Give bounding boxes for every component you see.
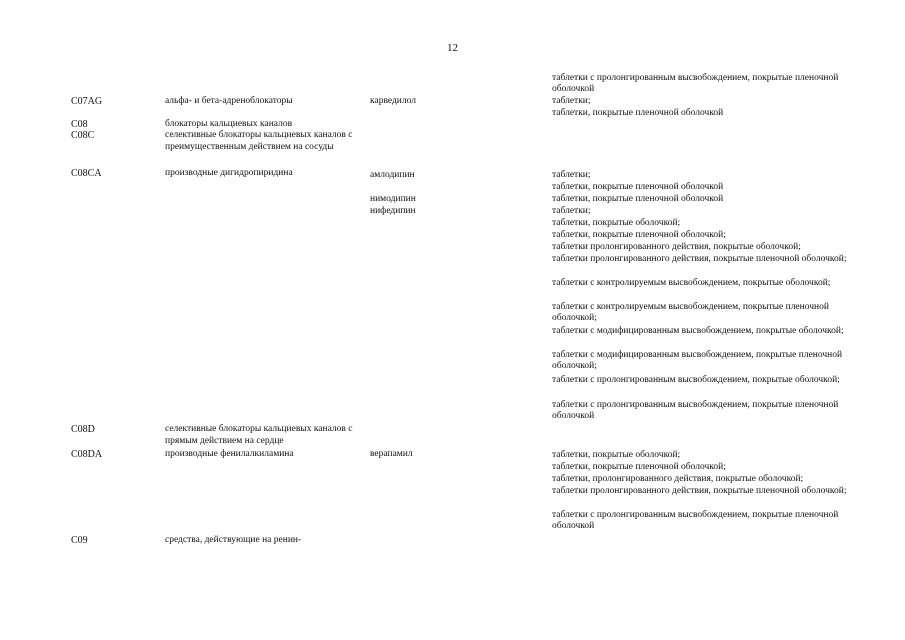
- atc-group-name: селективные блокаторы кальциевых каналов с преимущественным действием на сосуды: [165, 130, 353, 152]
- atc-code: C08C: [71, 130, 95, 141]
- atc-group-name: селективные блокаторы кальциевых каналов с прямым действием на сердце: [165, 424, 353, 446]
- drug-name: верапамил: [370, 449, 413, 459]
- atc-group-name: блокаторы кальциевых каналов: [165, 119, 293, 129]
- dosage-form: таблетки пролонгированного действия, покрытые пленочной оболочкой;: [552, 486, 847, 496]
- dosage-form: таблетки пролонгированного действия, покрытые пленочной оболочкой;: [552, 254, 847, 264]
- dosage-form: таблетки с модифицированным высвобождением, покрытые пленочной оболочкой;: [552, 350, 843, 372]
- atc-group-name: альфа- и бета-адреноблокаторы: [165, 96, 293, 106]
- atc-code: C08: [71, 119, 88, 130]
- dosage-form: таблетки, покрытые пленочной оболочкой;: [552, 230, 726, 240]
- drug-name: нимодипин: [370, 194, 416, 204]
- atc-code: C07AG: [71, 96, 103, 107]
- dosage-form: таблетки с пролонгированным высвобождением, покрытые пленочной оболочкой: [552, 510, 839, 532]
- dosage-form: таблетки, покрытые пленочной оболочкой: [552, 194, 724, 204]
- dosage-form: таблетки, покрытые пленочной оболочкой: [552, 108, 724, 118]
- dosage-form: таблетки;: [552, 96, 591, 106]
- dosage-form: таблетки, пролонгированного действия, покрытые оболочкой;: [552, 474, 804, 484]
- dosage-form: таблетки с пролонгированным высвобождением, покрытые оболочкой;: [552, 375, 840, 385]
- dosage-form: таблетки пролонгированного действия, покрытые оболочкой;: [552, 242, 801, 252]
- atc-code: C08CA: [71, 168, 102, 179]
- dosage-form: таблетки с модифицированным высвобождением, покрытые оболочкой;: [552, 326, 844, 336]
- atc-code: C09: [71, 535, 88, 546]
- dosage-form: таблетки, покрытые пленочной оболочкой: [552, 182, 724, 192]
- dosage-form: таблетки, покрытые оболочкой;: [552, 218, 681, 228]
- drug-name: нифедипин: [370, 206, 416, 216]
- atc-group-name: производные дигидропиридина: [165, 168, 293, 178]
- dosage-form: таблетки с пролонгированным высвобождением, покрытые пленочной оболочкой: [552, 73, 839, 95]
- dosage-form: таблетки с пролонгированным высвобождением, покрытые пленочной оболочкой: [552, 400, 839, 422]
- drug-name: карведилол: [370, 96, 416, 106]
- atc-group-name: производные фенилалкиламина: [165, 449, 294, 459]
- dosage-form: таблетки;: [552, 170, 591, 180]
- dosage-form: таблетки, покрытые пленочной оболочкой;: [552, 462, 726, 472]
- atc-code: C08D: [71, 424, 95, 435]
- atc-group-name: средства, действующие на ренин-: [165, 535, 302, 545]
- drug-name: амлодипин: [370, 170, 415, 180]
- page-number: 12: [447, 42, 458, 54]
- dosage-form: таблетки с контролируемым высвобождением, покрытые оболочкой;: [552, 278, 831, 288]
- dosage-form: таблетки;: [552, 206, 591, 216]
- dosage-form: таблетки с контролируемым высвобождением, покрытые пленочной оболочкой;: [552, 302, 829, 324]
- atc-code: C08DA: [71, 449, 103, 460]
- dosage-form: таблетки, покрытые оболочкой;: [552, 450, 681, 460]
